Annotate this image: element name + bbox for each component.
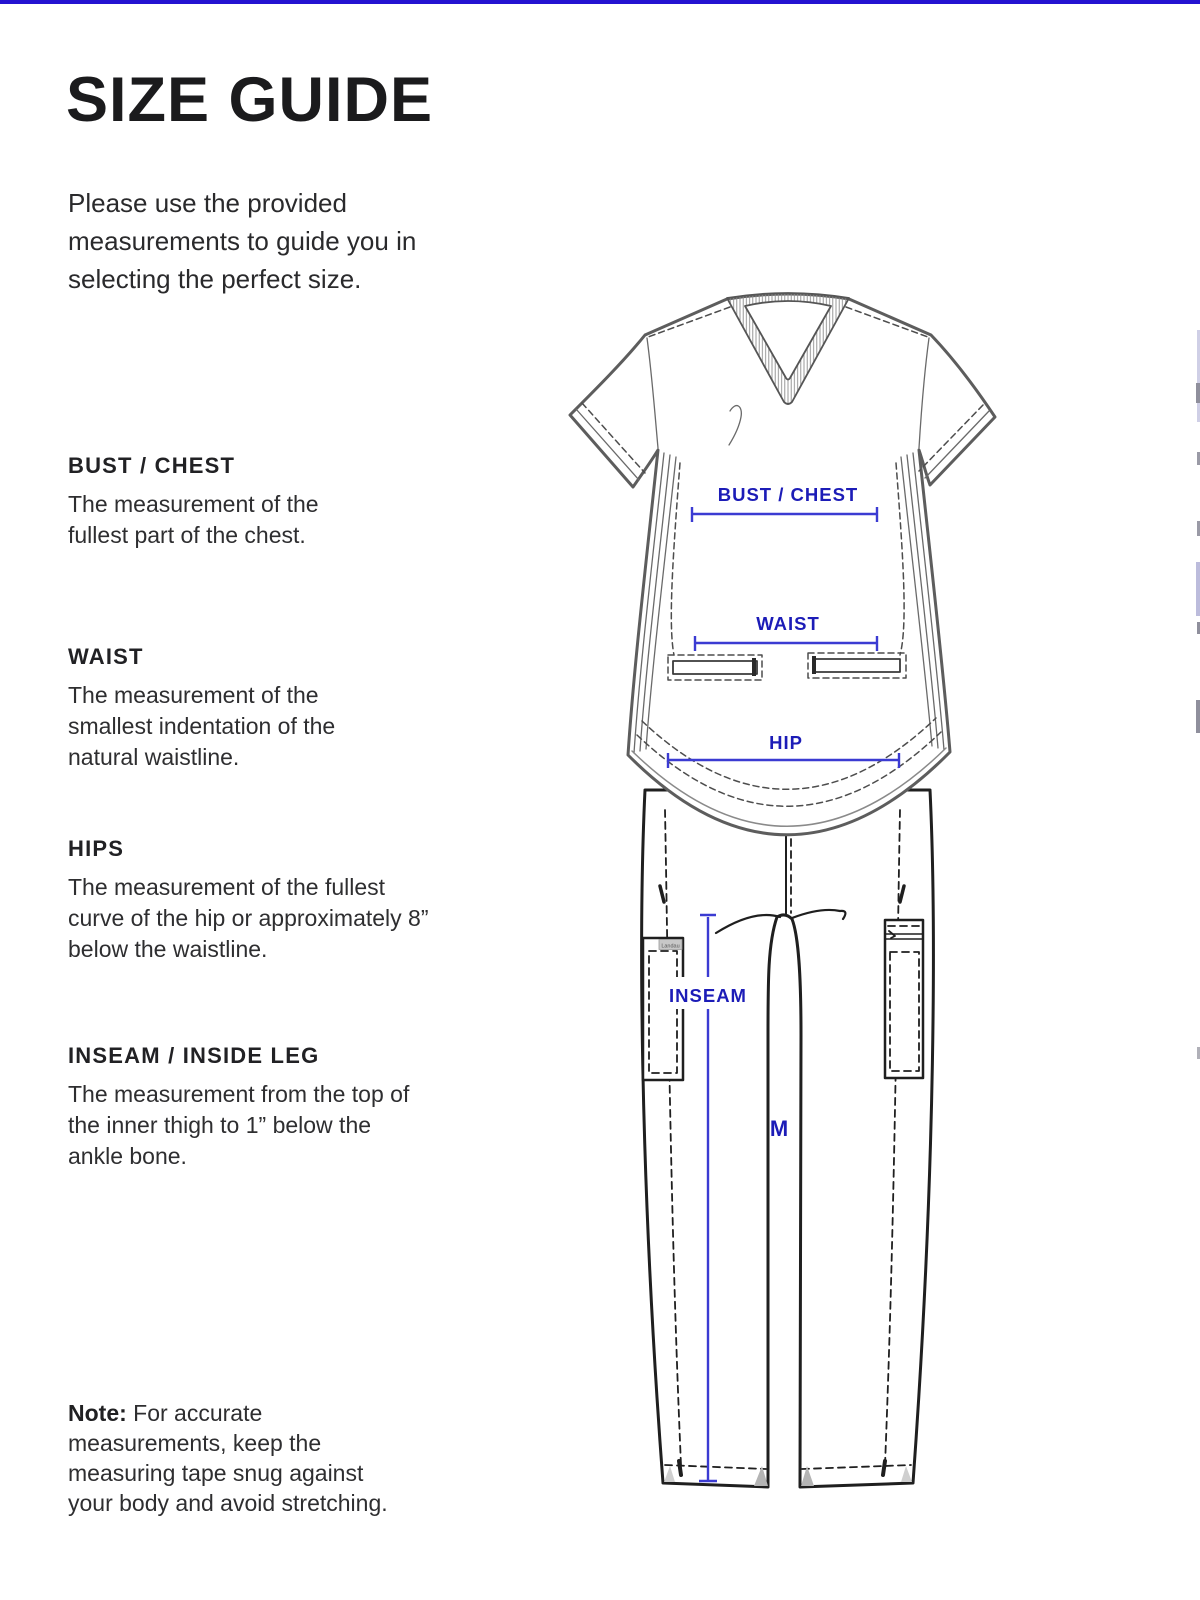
note-text: For accurate measurements, keep the measuring tape snug against your body and avoid stretching. [68, 1400, 388, 1516]
definition-waist-body: The measurement of the smallest indentation of the natural waistline. [68, 682, 336, 770]
bust-measurement-label: BUST / CHEST [717, 484, 859, 505]
intro-text: Please use the provided measurements to guide you in selecting the perfect size. [68, 188, 417, 294]
garment-diagram [540, 265, 1060, 1545]
right-edge-artifact [1196, 383, 1200, 403]
hip-measurement-label: HIP [769, 732, 803, 753]
definition-bust [68, 453, 346, 551]
right-edge-artifact [1196, 562, 1200, 616]
scrubs-illustration [540, 265, 1060, 1545]
definition-waist [68, 644, 370, 773]
measurement-note [68, 1398, 410, 1518]
definition-hips [68, 836, 430, 965]
top-accent-bar [0, 0, 1200, 4]
definition-inseam-body: The measurement from the top of the inner thigh to 1” below the ankle bone. [68, 1081, 410, 1169]
definition-hips-body: The measurement of the fullest curve of the hip or approximately 8” below the waistline. [68, 874, 429, 962]
brand-tag-label: Landau [661, 943, 680, 950]
right-cargo-pocket [885, 920, 923, 1078]
scrub-top-drawing [570, 293, 995, 835]
right-edge-artifact [1196, 700, 1200, 733]
definition-bust-body: The measurement of the fullest part of the chest. [68, 491, 319, 548]
definition-waist-heading: WAIST [68, 644, 144, 669]
size-label: M [769, 1116, 789, 1141]
waist-measurement-label: WAIST [756, 613, 820, 634]
definition-hips-heading: HIPS [68, 836, 125, 861]
definition-inseam [68, 1043, 410, 1172]
note-label: Note: [68, 1400, 127, 1426]
definition-bust-heading: BUST / CHEST [68, 453, 236, 478]
definition-inseam-heading: INSEAM / INSIDE LEG [68, 1043, 320, 1068]
inseam-measurement-label: INSEAM [669, 985, 747, 1006]
page-title: SIZE GUIDE [66, 65, 434, 135]
